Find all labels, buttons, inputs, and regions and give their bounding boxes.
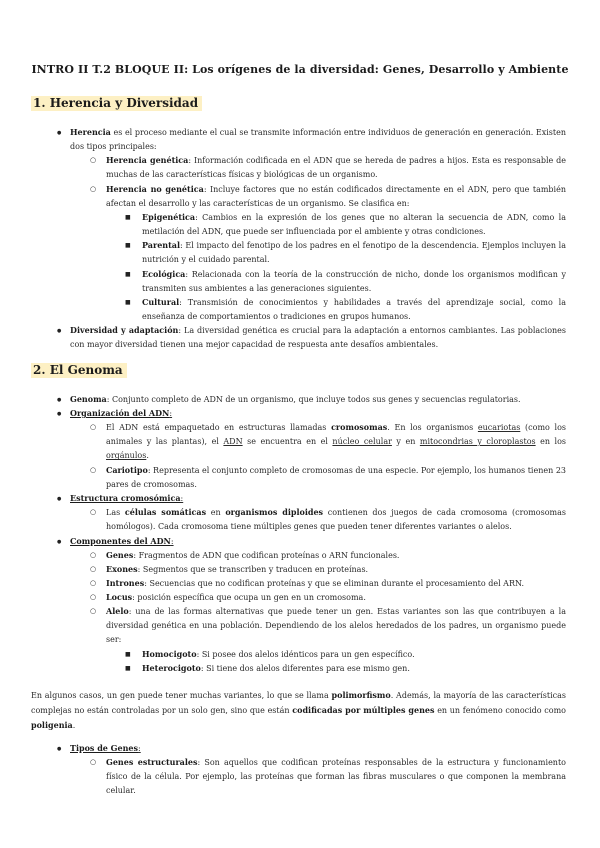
item-celulas-somaticas: Las células somáticas en organismos diploides contienen dos juegos de cada cromosoma (cromosomas homólogos). Cada cromosoma tiene múltiples genes que pueden tener diferentes variantes o alelos. <box>106 507 567 532</box>
item-herencia: Herencia es el proceso mediante el cual se transmite información entre individuos de generación en generación. Existen dos tipos principales: <box>70 127 566 152</box>
item-tipos-genes: Tipos de Genes: <box>70 743 141 753</box>
item-herencia-genetica: Herencia genética: Información codificada en el ADN que se hereda de padres a hijos. Esta es responsable de muchas de las características físicas y biológicas de un organismo. <box>106 155 567 180</box>
item-exones: Exones: Segmentos que se transcriben y traducen en proteínas. <box>106 564 369 574</box>
bullet-square <box>125 647 131 662</box>
item-intrones: Intrones: Secuencias que no codifican proteínas y que se eliminan durante el procesamiento del ARN. <box>106 578 525 588</box>
item-diversidad-adaptacion: Diversidad y adaptación: La diversidad genética es crucial para la adaptación a entornos cambiantes. Las poblaciones con mayor diversidad tienen una mejor capacidad de respuesta ante desafíos ambientales. <box>70 325 566 350</box>
item-locus: Locus: posición específica que ocupa un gen en un cromosoma. <box>106 592 366 602</box>
item-genes-estructurales: Genes estructurales: Son aquellos que codifican proteínas responsables de la estructura y funcionamiento físico de la célula. Por ejemplo, las proteínas que forman las fibras musculares o que componen la membrana celular. <box>106 757 566 796</box>
item-herencia-no-genetica: Herencia no genética: Incluye factores que no están codificados directamente en el ADN, pero que también afectan el desarrollo y las características de un organismo. Se clasifica en: <box>106 184 566 209</box>
item-organizacion-adn: Organización del ADN: <box>70 408 173 418</box>
section-heading-genoma: 2. El Genoma <box>31 363 127 378</box>
bullet-square <box>125 238 131 253</box>
item-estructura-cromosomica: Estructura cromosómica: <box>70 493 184 503</box>
document-title: INTRO II T.2 BLOQUE II: Los orígenes de la diversidad: Genes, Desarrollo y Ambiente <box>31 63 569 76</box>
bullet-square <box>125 210 131 225</box>
bullet-circle <box>90 755 96 769</box>
item-epigenetica: Epigenética: Cambios en la expresión de los genes que no alteran la secuencia de ADN, como la metilación del ADN, que puede ser influenciada por el ambiente y otras condiciones. <box>142 212 566 237</box>
bullet-circle <box>90 590 96 604</box>
bullet-square <box>125 661 131 676</box>
bullet-disc <box>57 491 61 506</box>
bullet-circle <box>90 420 96 434</box>
bullet-disc <box>57 741 61 756</box>
item-alelo: Alelo: una de las formas alternativas que puede tener un gen. Estas variantes son las que contribuyen a la diversidad genética en una población. Dependiendo de los alelos heredados de los padres, un organismo puede ser: <box>106 606 566 645</box>
bullet-circle <box>90 604 96 618</box>
bullet-circle <box>90 548 96 562</box>
item-genes: Genes: Fragmentos de ADN que codifican proteínas o ARN funcionales. <box>106 550 400 560</box>
item-empaquetado-adn: El ADN está empaquetado en estructuras llamadas cromosomas. En los organismos eucariotas (como los animales y las plantas), el ADN se encuentra en el núcleo celular y en mitocondrias y cloroplastos en los orgánulos. <box>106 422 567 461</box>
bullet-circle <box>90 153 96 167</box>
bullet-circle <box>90 463 96 477</box>
bullet-square <box>125 267 131 282</box>
bullet-disc <box>57 392 61 407</box>
item-genoma: Genoma: Conjunto completo de ADN de un organismo, que incluye todos sus genes y secuencias regulatorias. <box>70 394 521 404</box>
bullet-disc <box>57 323 61 338</box>
bullet-circle <box>90 505 96 519</box>
bullet-disc <box>57 125 61 140</box>
item-parental: Parental: El impacto del fenotipo de los padres en el fenotipo de la descendencia. Ejemplos incluyen la nutrición y el cuidado parental. <box>142 240 566 265</box>
item-ecologica: Ecológica: Relacionada con la teoría de la construcción de nicho, donde los organismos modifican y transmiten sus ambientes a las generaciones siguientes. <box>142 269 566 294</box>
item-cariotipo: Cariotipo: Representa el conjunto completo de cromosomas de una especie. Por ejemplo, los humanos tienen 23 pares de cromosomas. <box>106 465 566 490</box>
item-homocigoto: Homocigoto: Si posee dos alelos idénticos para un gen específico. <box>142 649 415 659</box>
item-componentes-adn: Componentes del ADN: <box>70 536 174 546</box>
item-cultural: Cultural: Transmisión de conocimientos y habilidades a través del aprendizaje social, como la enseñanza de comportamientos o tradiciones en grupos humanos. <box>142 297 566 322</box>
bullet-circle <box>90 576 96 590</box>
bullet-square <box>125 295 131 310</box>
bullet-circle <box>90 562 96 576</box>
item-heterocigoto: Heterocigoto: Si tiene dos alelos diferentes para ese mismo gen. <box>142 663 410 673</box>
paragraph-polimorfismo: En algunos casos, un gen puede tener muchas variantes, lo que se llama polimorfismo. Además, la mayoría de las características complejas no están controladas por un solo gen, sino que están codificadas por múltiples genes en un fenómeno conocido como poligenia. <box>31 690 566 731</box>
bullet-circle <box>90 182 96 196</box>
bullet-disc <box>57 406 61 421</box>
section-heading-herencia: 1. Herencia y Diversidad <box>31 96 202 111</box>
bullet-disc <box>57 534 61 549</box>
